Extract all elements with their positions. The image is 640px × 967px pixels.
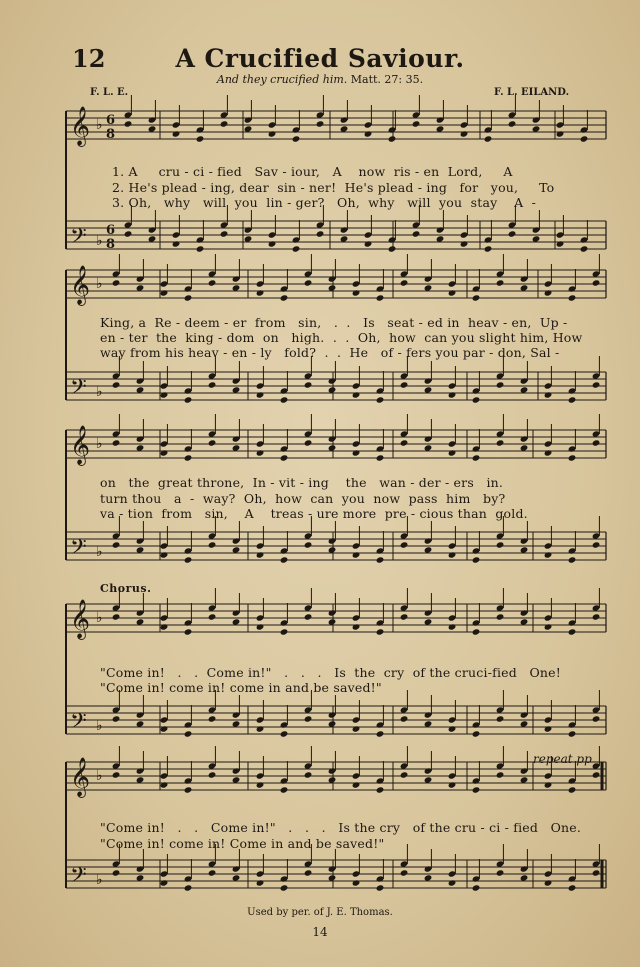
note-head bbox=[316, 120, 325, 127]
note-head bbox=[112, 715, 121, 722]
note-head bbox=[568, 730, 577, 737]
note-head bbox=[352, 623, 361, 630]
note-head bbox=[496, 613, 505, 620]
chorus-label: Chorus. bbox=[100, 582, 152, 595]
note-head bbox=[496, 381, 505, 388]
note-head bbox=[304, 279, 313, 286]
note-head bbox=[508, 230, 517, 237]
lyric-line: way from his heav - en - ly fold? . . He of - fers you par - don, Sal - bbox=[100, 345, 560, 360]
note-head bbox=[256, 289, 265, 296]
note-head bbox=[208, 771, 217, 778]
note-head bbox=[112, 541, 121, 548]
note-head bbox=[400, 279, 409, 286]
note-head bbox=[496, 279, 505, 286]
note-head bbox=[448, 289, 457, 296]
flat-key-signature: ♭ bbox=[96, 718, 103, 734]
note-head bbox=[280, 730, 289, 737]
note-head bbox=[160, 449, 169, 456]
note-head bbox=[184, 396, 193, 403]
note-head bbox=[592, 771, 601, 778]
lyric-line: turn thou a - way? Oh, how can you now pass him by? bbox=[100, 491, 506, 506]
note-head bbox=[556, 240, 565, 247]
treble-clef: 𝄞 bbox=[70, 265, 91, 305]
flat-key-signature: ♭ bbox=[96, 768, 103, 784]
note-head bbox=[208, 541, 217, 548]
note-head bbox=[352, 551, 361, 558]
note-head bbox=[280, 454, 289, 461]
copyright-credit: Used by per. of J. E. Thomas. bbox=[247, 907, 393, 918]
note-head bbox=[592, 541, 601, 548]
note-head bbox=[112, 771, 121, 778]
note-head bbox=[568, 454, 577, 461]
note-head bbox=[280, 556, 289, 563]
scripture-reference: Matt. 27: 35. bbox=[350, 73, 424, 86]
note-head bbox=[400, 715, 409, 722]
note-head bbox=[352, 879, 361, 886]
note-head bbox=[376, 730, 385, 737]
note-head bbox=[376, 628, 385, 635]
note-head bbox=[568, 294, 577, 301]
note-head bbox=[580, 135, 589, 142]
note-head bbox=[112, 439, 121, 446]
bass-clef: 𝄢 bbox=[70, 375, 87, 405]
note-head bbox=[208, 715, 217, 722]
lyric-line: 1. A cru - ci - fied Sav - iour, A now ris - en Lord, A bbox=[112, 164, 513, 179]
note-head bbox=[388, 135, 397, 142]
note-head bbox=[544, 879, 553, 886]
note-head bbox=[184, 294, 193, 301]
note-head bbox=[112, 869, 121, 876]
note-head bbox=[496, 439, 505, 446]
note-head bbox=[208, 869, 217, 876]
note-head bbox=[280, 884, 289, 891]
note-head bbox=[448, 623, 457, 630]
note-head bbox=[448, 391, 457, 398]
note-head bbox=[304, 771, 313, 778]
note-head bbox=[352, 391, 361, 398]
note-head bbox=[448, 781, 457, 788]
note-head bbox=[160, 623, 169, 630]
note-head bbox=[160, 725, 169, 732]
note-head bbox=[184, 730, 193, 737]
note-head bbox=[472, 454, 481, 461]
note-head bbox=[112, 381, 121, 388]
note-head bbox=[160, 289, 169, 296]
time-signature: 6 bbox=[106, 223, 116, 238]
note-head bbox=[304, 381, 313, 388]
flat-key-signature: ♭ bbox=[96, 436, 103, 452]
note-head bbox=[412, 120, 421, 127]
note-head bbox=[544, 391, 553, 398]
lyric-line: "Come in! come in! Come in and be saved!" bbox=[100, 836, 385, 851]
note-head bbox=[112, 613, 121, 620]
flat-key-signature: ♭ bbox=[96, 117, 103, 133]
note-head bbox=[568, 396, 577, 403]
page-number: 14 bbox=[312, 925, 328, 939]
treble-clef: 𝄞 bbox=[70, 425, 91, 465]
hymn-title: A Crucified Saviour. bbox=[175, 44, 465, 73]
note-head bbox=[400, 381, 409, 388]
note-head bbox=[184, 556, 193, 563]
note-head bbox=[304, 869, 313, 876]
lyric-line: 3. Oh, why will you lin - ger? Oh, why will you stay A - bbox=[112, 195, 537, 210]
note-head bbox=[544, 551, 553, 558]
note-head bbox=[568, 786, 577, 793]
note-head bbox=[160, 391, 169, 398]
hymn-number: 12 bbox=[72, 44, 106, 73]
note-head bbox=[256, 551, 265, 558]
note-head bbox=[592, 613, 601, 620]
note-head bbox=[460, 130, 469, 137]
note-head bbox=[592, 381, 601, 388]
time-signature: 8 bbox=[106, 127, 116, 142]
treble-clef: 𝄞 bbox=[70, 599, 91, 639]
note-head bbox=[184, 884, 193, 891]
note-head bbox=[472, 556, 481, 563]
note-head bbox=[400, 541, 409, 548]
scripture-text: And they crucified him. bbox=[216, 73, 348, 86]
note-head bbox=[220, 230, 229, 237]
note-head bbox=[544, 781, 553, 788]
note-head bbox=[448, 725, 457, 732]
flat-key-signature: ♭ bbox=[96, 872, 103, 888]
lyric-line: "Come in! . . Come in!" . . . Is the cry of the cruci-fied One! bbox=[100, 665, 561, 680]
bass-clef: 𝄢 bbox=[70, 535, 87, 565]
note-head bbox=[112, 279, 121, 286]
note-head bbox=[496, 771, 505, 778]
note-head bbox=[256, 879, 265, 886]
note-head bbox=[376, 396, 385, 403]
note-head bbox=[484, 245, 493, 252]
note-head bbox=[196, 135, 205, 142]
flat-key-signature: ♭ bbox=[96, 276, 103, 292]
lyric-line: en - ter the king - dom on high. . . Oh, how can you slight him, How bbox=[100, 330, 583, 345]
bass-clef: 𝄢 bbox=[70, 709, 87, 739]
note-head bbox=[160, 781, 169, 788]
note-head bbox=[208, 439, 217, 446]
note-head bbox=[400, 613, 409, 620]
note-head bbox=[496, 869, 505, 876]
note-head bbox=[256, 449, 265, 456]
note-head bbox=[256, 781, 265, 788]
note-head bbox=[256, 391, 265, 398]
note-head bbox=[124, 120, 133, 127]
note-head bbox=[196, 245, 205, 252]
treble-clef: 𝄞 bbox=[70, 757, 91, 797]
note-head bbox=[472, 786, 481, 793]
note-head bbox=[448, 551, 457, 558]
note-head bbox=[352, 781, 361, 788]
note-head bbox=[592, 715, 601, 722]
note-head bbox=[496, 541, 505, 548]
lyric-line: "Come in! . . Come in!" . . . Is the cry of the cru - ci - fied One. bbox=[100, 820, 582, 835]
note-head bbox=[304, 439, 313, 446]
note-head bbox=[280, 628, 289, 635]
flat-key-signature: ♭ bbox=[96, 233, 103, 249]
bass-clef: 𝄢 bbox=[70, 863, 87, 893]
note-head bbox=[448, 879, 457, 886]
note-head bbox=[448, 449, 457, 456]
note-head bbox=[208, 613, 217, 620]
lyric-line: "Come in! come in! come in and be saved!" bbox=[100, 680, 382, 695]
note-head bbox=[292, 135, 301, 142]
note-head bbox=[472, 628, 481, 635]
note-head bbox=[184, 628, 193, 635]
note-head bbox=[544, 623, 553, 630]
note-head bbox=[400, 439, 409, 446]
note-head bbox=[568, 884, 577, 891]
note-head bbox=[460, 240, 469, 247]
note-head bbox=[184, 454, 193, 461]
repeat-direction: repeat pp bbox=[533, 752, 592, 766]
note-head bbox=[376, 294, 385, 301]
note-head bbox=[472, 294, 481, 301]
note-head bbox=[364, 130, 373, 137]
lyricist-credit: F. L. E. bbox=[90, 87, 129, 98]
time-signature: 8 bbox=[106, 237, 116, 252]
note-head bbox=[544, 725, 553, 732]
note-head bbox=[376, 786, 385, 793]
note-head bbox=[400, 869, 409, 876]
note-head bbox=[292, 245, 301, 252]
bass-clef: 𝄢 bbox=[70, 224, 87, 254]
note-head bbox=[208, 381, 217, 388]
note-head bbox=[256, 725, 265, 732]
flat-key-signature: ♭ bbox=[96, 544, 103, 560]
note-head bbox=[568, 556, 577, 563]
note-head bbox=[184, 786, 193, 793]
note-head bbox=[592, 869, 601, 876]
note-head bbox=[316, 230, 325, 237]
note-head bbox=[268, 130, 277, 137]
composer-credit: F. L. EILAND. bbox=[494, 87, 570, 98]
note-head bbox=[304, 715, 313, 722]
note-head bbox=[172, 130, 181, 137]
note-head bbox=[376, 556, 385, 563]
flat-key-signature: ♭ bbox=[96, 384, 103, 400]
note-head bbox=[472, 730, 481, 737]
note-head bbox=[256, 623, 265, 630]
treble-clef: 𝄞 bbox=[70, 106, 91, 146]
lyric-line: 2. He's plead - ing, dear sin - ner! He's plead - ing for you, To bbox=[112, 180, 555, 195]
note-head bbox=[376, 454, 385, 461]
note-head bbox=[352, 449, 361, 456]
note-head bbox=[220, 120, 229, 127]
note-head bbox=[268, 240, 277, 247]
note-head bbox=[412, 230, 421, 237]
note-head bbox=[388, 245, 397, 252]
note-head bbox=[580, 245, 589, 252]
note-head bbox=[160, 551, 169, 558]
note-head bbox=[508, 120, 517, 127]
lyric-line: va - tion from sin, A treas - ure more pre - cious than gold. bbox=[100, 506, 528, 521]
note-head bbox=[556, 130, 565, 137]
note-head bbox=[280, 396, 289, 403]
lyric-line: on the great throne, In - vit - ing the wan - der - ers in. bbox=[100, 475, 504, 490]
note-head bbox=[472, 396, 481, 403]
note-head bbox=[376, 884, 385, 891]
note-head bbox=[400, 771, 409, 778]
note-head bbox=[280, 294, 289, 301]
note-head bbox=[124, 230, 133, 237]
note-head bbox=[544, 289, 553, 296]
note-head bbox=[280, 786, 289, 793]
note-head bbox=[568, 628, 577, 635]
note-head bbox=[484, 135, 493, 142]
note-head bbox=[496, 715, 505, 722]
note-head bbox=[352, 725, 361, 732]
note-head bbox=[592, 279, 601, 286]
note-head bbox=[352, 289, 361, 296]
note-head bbox=[160, 879, 169, 886]
note-head bbox=[172, 240, 181, 247]
note-head bbox=[208, 279, 217, 286]
note-head bbox=[472, 884, 481, 891]
note-head bbox=[364, 240, 373, 247]
note-head bbox=[592, 439, 601, 446]
lyric-line: King, a Re - deem - er from sin, . . Is seat - ed in heav - en, Up - bbox=[100, 315, 568, 330]
note-head bbox=[304, 613, 313, 620]
note-head bbox=[544, 449, 553, 456]
note-head bbox=[304, 541, 313, 548]
flat-key-signature: ♭ bbox=[96, 610, 103, 626]
time-signature: 6 bbox=[106, 113, 116, 128]
